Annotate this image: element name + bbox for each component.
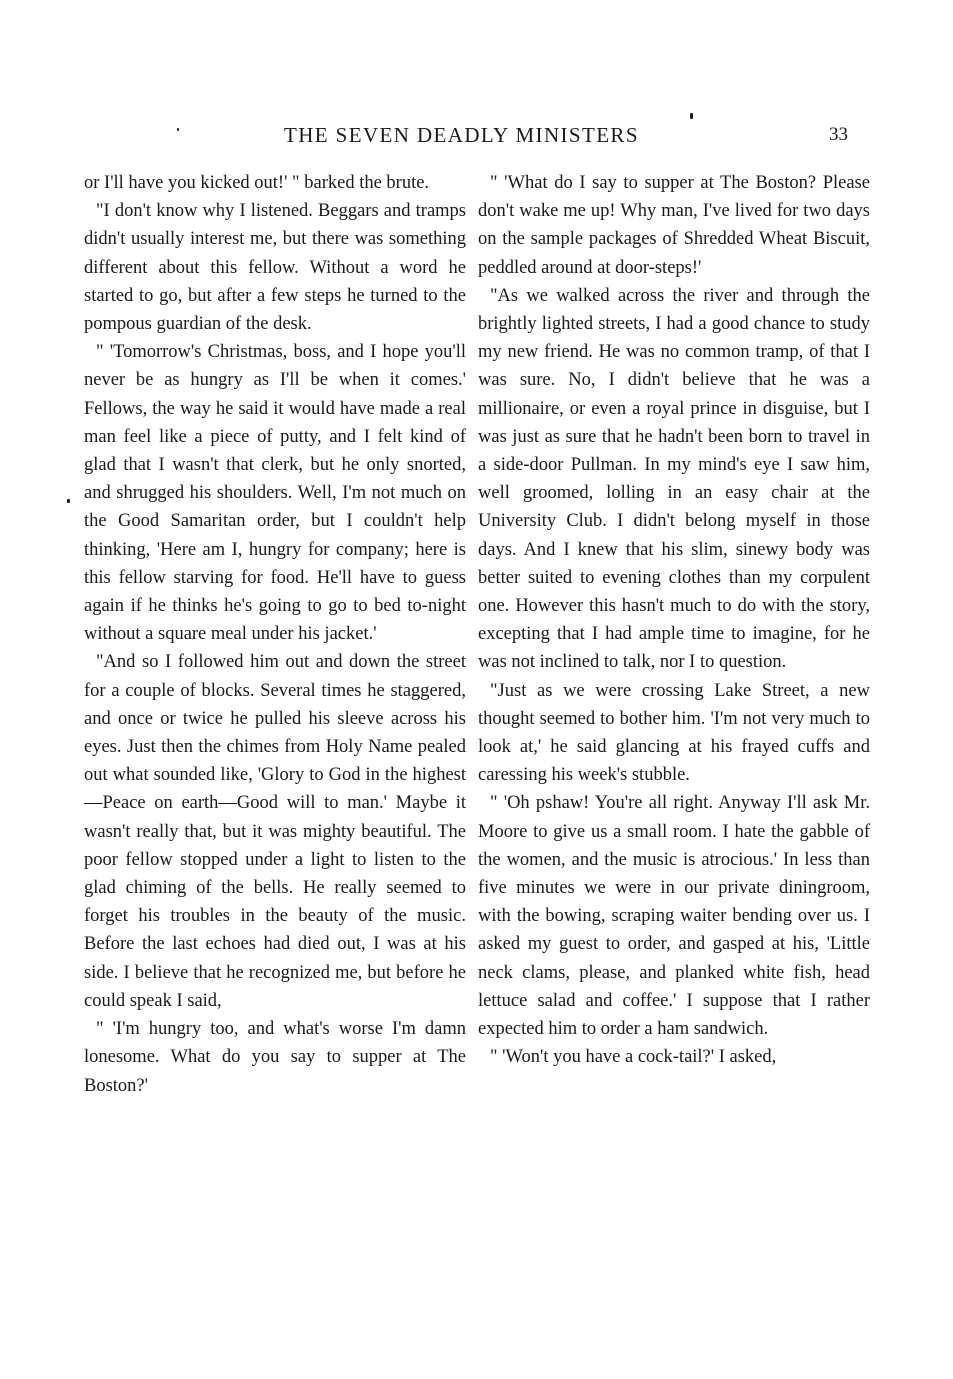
running-title: THE SEVEN DEADLY MINISTERS [284,123,639,147]
paragraph: " 'I'm hungry too, and what's worse I'm damn lonesome. What do you say to supper at The Boston?' [84,1019,466,1096]
right-column [478,169,870,1072]
paragraph: "As we walked across the river and through the brightly lighted streets, I had a good chance to study my new friend. He was no common tramp, of that I was sure. No, I didn't believe that he was a millionaire, or even a royal prince in disguise, but I was just as sure that he hadn't been born to travel in a side-door Pullman. In my mind's eye I saw him, well groomed, lolling in an easy chair at the University Club. I didn't belong myself in those days. And I knew that his slim, sinewy body was better suited to evening clothes than my corpulent one. However this hasn't much to do with the story, excepting that I had ample time to imagine, for he was not inclined to talk, nor I to question. [478,285,870,673]
running-head [0,120,953,150]
left-column [84,169,466,1100]
paragraph: " 'Tomorrow's Christmas, boss, and I hope you'll never be as hungry as I'll be when it comes.' Fellows, the way he said it would have made a real man feel like a piece of putty, and I felt kind of glad that I wasn't that clerk, but he only snorted, and shrugged his shoulders. Well, I'm not much on the Good Samaritan order, but I couldn't help thinking, 'Here am I, hungry for company; here is this fellow starving for food. He'll have to guess again if he thinks he's going to go to bed to-night without a square meal under his jacket.' [84,342,466,645]
paragraph: "Just as we were crossing Lake Street, a new thought seemed to bother him. 'I'm not very much to look at,' he said glancing at his frayed cuffs and caressing his week's stubble. [478,680,870,786]
paragraph: "I don't know why I listened. Beggars and tramps didn't usually interest me, but there was something different about this fellow. Without a word he started to go, but after a few steps he turned to the pompous guardian of the desk. [84,201,466,335]
paragraph: " 'Won't you have a cock-tail?' I asked, [490,1047,777,1068]
paragraph: " 'Oh pshaw! You're all right. Anyway I'll ask Mr. Moore to give us a small room. I hate the gabble of the women, and the music is atrocious.' In less than five minutes we were in our private diningroom, with the bowing, scraping waiter bending over us. I asked my guest to order, and gasped at his, 'Little neck clams, please, and planked white fish, head lettuce salad and coffee.' I suppose that I rather expected him to order a ham sandwich. [478,793,870,1040]
ink-speck [690,113,693,119]
paragraph: or I'll have you kicked out!' " barked the brute. [84,173,430,193]
ink-speck [67,499,70,503]
page-number: 33 [829,124,848,145]
paragraph: "And so I followed him out and down the street for a couple of blocks. Several times he staggered, and once or twice he pulled his sleeve across his eyes. Just then the chimes from Holy Name pealed out what sounded like, 'Glory to God in the highest—Peace on earth—Good will to man.' Maybe it wasn't really that, but it was mighty beautiful. The poor fellow stopped under a light to listen to the glad chiming of the bells. He really seemed to forget his troubles in the beauty of the music. Before the last echoes had died out, I was at his side. I believe that he recognized me, but before he could speak I said, [84,652,466,1011]
paragraph: " 'What do I say to supper at The Boston? Please don't wake me up! Why man, I've lived for two days on the sample packages of Shredded Wheat Biscuit, peddled around at door-steps!' [478,173,870,278]
